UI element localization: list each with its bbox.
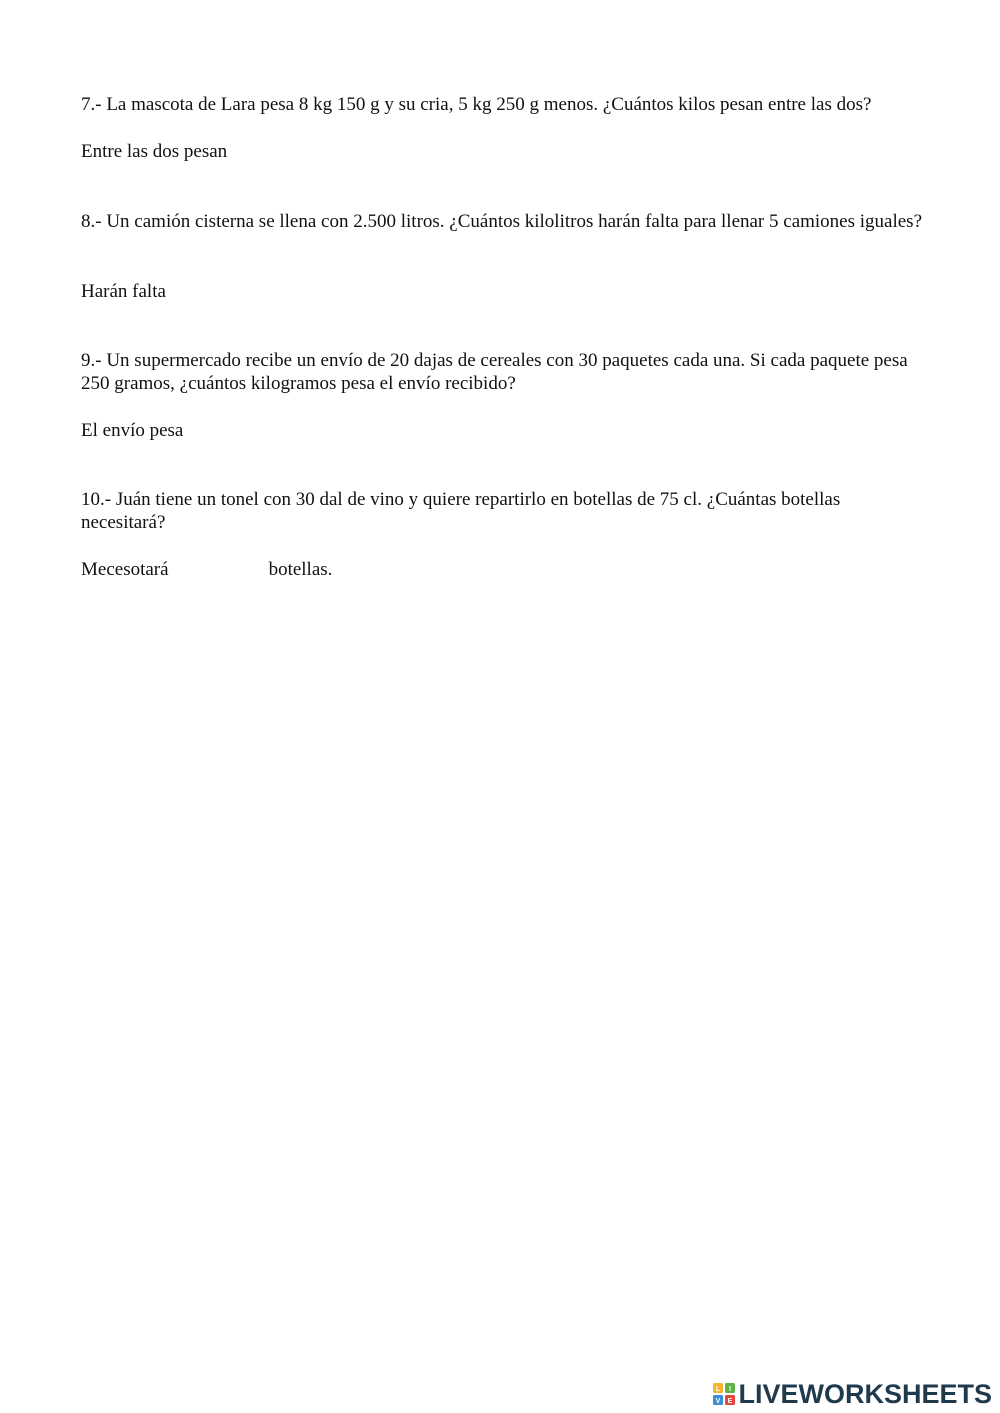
svg-text:E: E — [728, 1398, 733, 1405]
answer-suffix: botellas. — [268, 559, 333, 580]
answer-prefix: Harán falta — [81, 281, 166, 302]
svg-text:I: I — [729, 1386, 732, 1393]
question-10: 10.- Juán tiene un tonel con 30 dal de vino y quiere repartirlo en botellas de 75 cl. ¿Cuántas botellas necesitará? — [81, 489, 841, 533]
answer-prefix: El envío pesa — [81, 420, 184, 441]
answer-line-7 — [81, 140, 227, 163]
answer-line-8 — [81, 280, 166, 303]
svg-text:L: L — [716, 1386, 721, 1393]
answer-line-10 — [81, 558, 332, 581]
question-8: 8.- Un camión cisterna se llena con 2.500 litros. ¿Cuántos kilolitros harán falta para llenar 5 camiones iguales? — [81, 211, 923, 232]
question-7: 7.- La mascota de Lara pesa 8 kg 150 g y su cria, 5 kg 250 g menos. ¿Cuántos kilos pesan entre las dos? — [81, 94, 872, 115]
logo-text: LIVEWORKSHEETS — [738, 1378, 992, 1409]
answer-line-9 — [81, 419, 183, 442]
liveworksheets-logo — [713, 1379, 992, 1409]
answer-prefix: Mecesotará — [81, 559, 169, 580]
answer-prefix: Entre las dos pesan — [81, 141, 228, 162]
question-9: 9.- Un supermercado recibe un envío de 20 dajas de cereales con 30 paquetes cada una. Si cada paquete pesa 250 gramos, ¿cuántos kilogramos pesa el envío recibido? — [81, 350, 908, 394]
svg-text:V: V — [716, 1398, 721, 1405]
liveworksheets-logo-icon — [713, 1383, 735, 1405]
